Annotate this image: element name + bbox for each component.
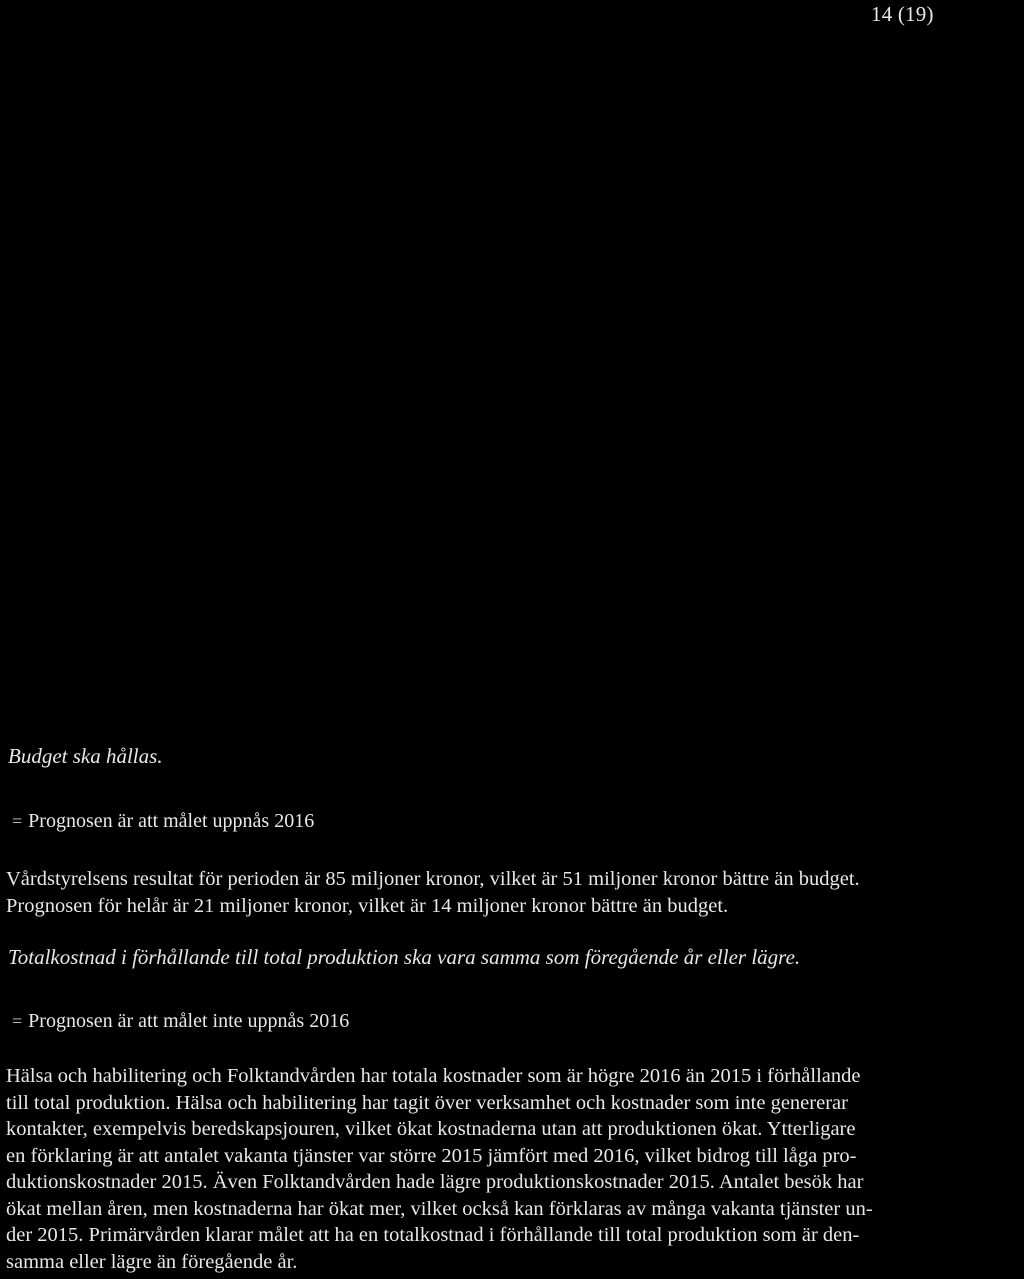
status-marker-icon: = [12,1011,23,1031]
status-marker-icon: = [12,811,23,831]
goal-heading-budget: Budget ska hållas. [8,744,163,768]
paragraph-line: duktionskostnader 2015. Även Folktandvården hade lägre produktionskostnader 2015. Antalet besök har [6,1171,864,1193]
paragraph-line: der 2015. Primärvården klarar målet att ha en totalkostnad i förhållande till total produktion som är den- [6,1224,860,1246]
paragraph-line: Prognosen för helår är 21 miljoner kronor, vilket är 14 miljoner kronor bättre än budget. [6,894,729,917]
page-number: 14 (19) [871,2,934,26]
status-text-cost: Prognosen är att målet inte uppnås 2016 [28,1010,350,1032]
paragraph-line: till total produktion. Hälsa och habilitering har tagit över verksamhet och kostnader som inte genererar [6,1091,848,1114]
paragraph-cost [6,1063,1006,1275]
paragraph-budget [6,866,1006,919]
status-cost [12,1010,349,1033]
paragraph-line: Vårdstyrelsens resultat för perioden är 85 miljoner kronor, vilket är 51 miljoner kronor bättre än budget. [6,868,860,890]
status-text-budget: Prognosen är att målet uppnås 2016 [28,810,315,832]
paragraph-line: Hälsa och habilitering och Folktandvården har totala kostnader som är högre 2016 än 2015 i förhållande [6,1065,861,1087]
paragraph-line: en förklaring är att antalet vakanta tjänster var större 2015 jämfört med 2016, vilket bidrog till låga pro- [6,1144,857,1167]
status-budget [12,810,314,833]
paragraph-line: kontakter, exempelvis beredskapsjouren, vilket ökat kostnaderna utan att produktionen ökat. Ytterligare [6,1118,856,1140]
goal-heading-cost: Totalkostnad i förhållande till total produktion ska vara samma som föregående år eller lägre. [8,945,801,969]
paragraph-line: ökat mellan åren, men kostnaderna har ökat mer, vilket också kan förklaras av många vakanta tjänster un- [6,1197,873,1220]
paragraph-line: samma eller lägre än föregående år. [6,1250,298,1273]
